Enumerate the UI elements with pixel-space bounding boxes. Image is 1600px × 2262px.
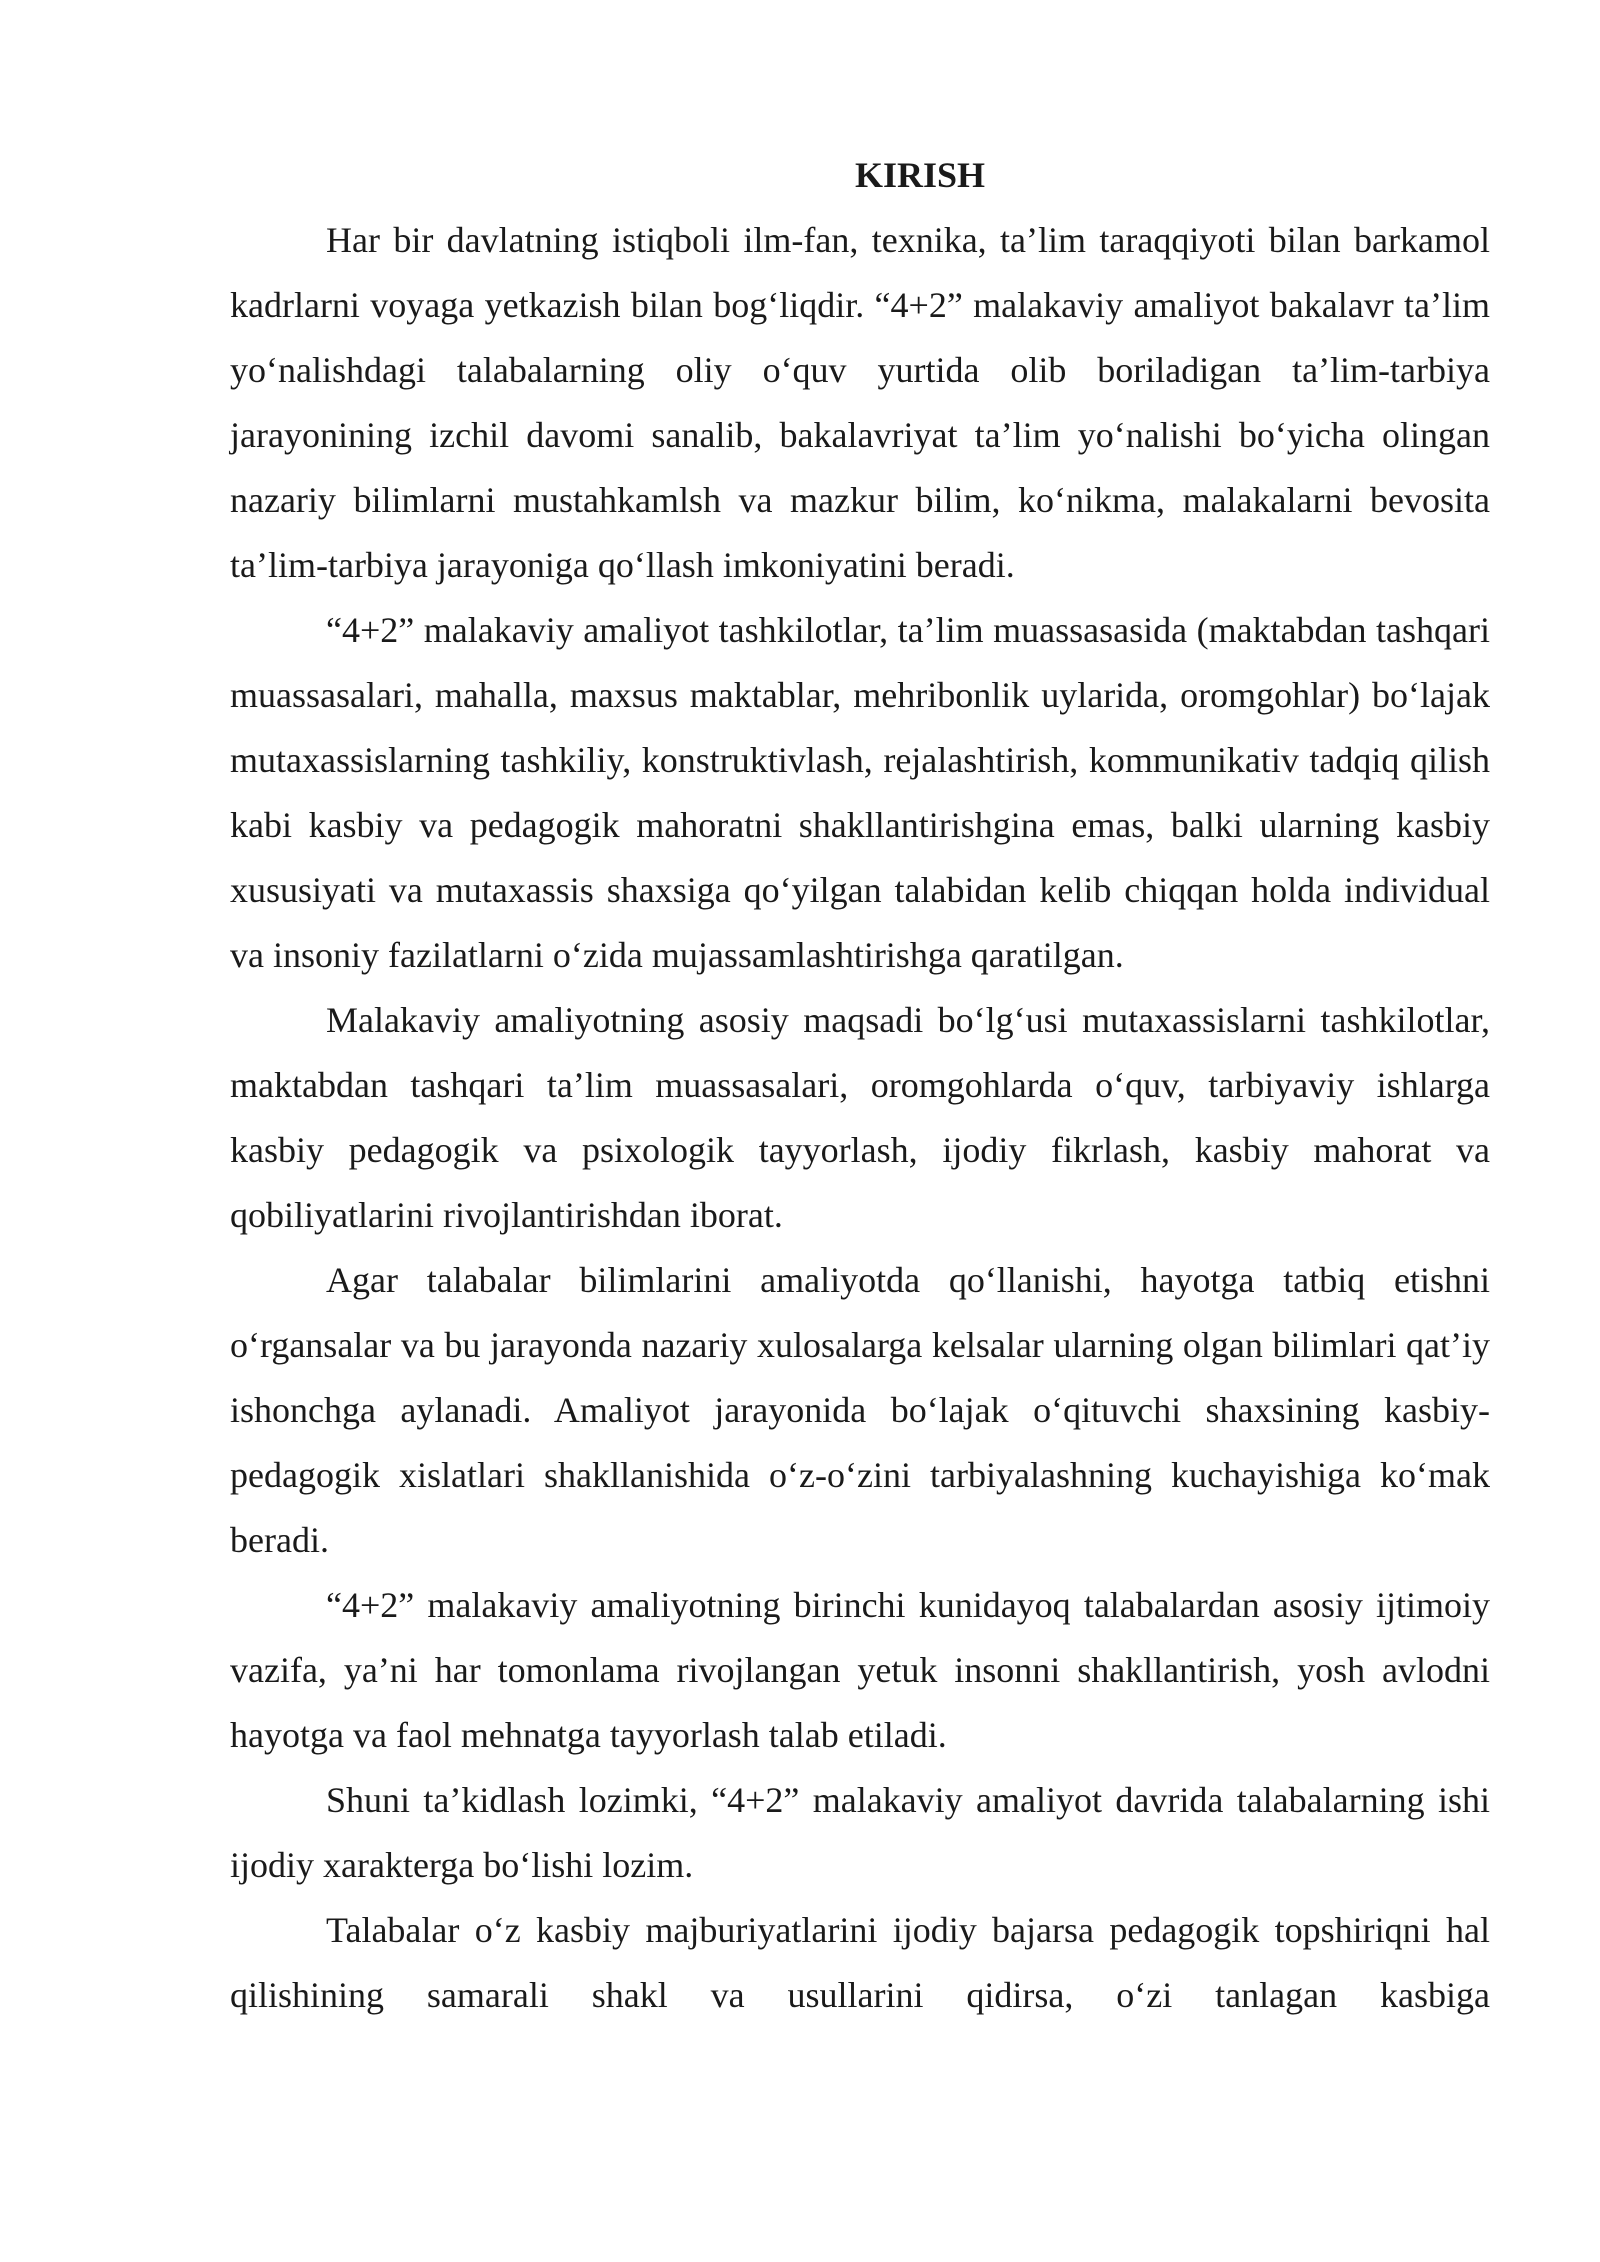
paragraph-1: Har bir davlatning istiqboli ilm-fan, texnika, ta’lim taraqqiyoti bilan barkamol kadrlarni voyaga yetkazish bilan bog‘liqdir. “4+2” malakaviy amaliyot bakalavr ta’lim yo‘nalishdagi talabalarning oliy o‘quv yurtida olib boriladigan ta’lim-tarbiya jarayonining izchil davomi sanalib, bakalavriyat ta’lim yo‘nalishi bo‘yicha olingan nazariy bilimlarni mustahkamlsh va mazkur bilim, ko‘nikma, malakalarni bevosita ta’lim-tarbiya jarayoniga qo‘llash imkoniyatini beradi. <box>230 220 1490 585</box>
paragraph-4: Agar talabalar bilimlarini amaliyotda qo‘llanishi, hayotga tatbiq etishni o‘rgansalar va bu jarayonda nazariy xulosalarga kelsalar ularning olgan bilimlari qat’iy ishonchga aylanadi. Amaliyot jarayonida bo‘lajak o‘qituvchi shaxsining kasbiy-pedagogik xislatlari shakllanishida o‘z-o‘zini tarbiyalashning kuchayishiga ko‘mak beradi. <box>230 1260 1490 1560</box>
paragraph-5: “4+2” malakaviy amaliyotning birinchi kunidayoq talabalardan asosiy ijtimoiy vazifa, ya’ni har tomonlama rivojlangan yetuk insonni shakllantirish, yosh avlodni hayotga va faol mehnatga tayyorlash talab etiladi. <box>230 1585 1490 1755</box>
paragraph-2: “4+2” malakaviy amaliyot tashkilotlar, ta’lim muassasasida (maktabdan tashqari muassasalari, mahalla, maxsus maktablar, mehribonlik uylarida, oromgohlar) bo‘lajak mutaxassislarning tashkiliy, konstruktivlash, rejalashtirish, kommunikativ tadqiq qilish kabi kasbiy va pedagogik mahoratni shakllantirishgina emas, balki ularning kasbiy xususiyati va mutaxassis shaxsiga qo‘yilgan talabidan kelib chiqqan holda individual va insoniy fazilatlarni o‘zida mujassamlashtirishga qaratilgan. <box>230 610 1490 975</box>
document-body <box>230 150 1490 2028</box>
paragraph-6: Shuni ta’kidlash lozimki, “4+2” malakaviy amaliyot davrida talabalarning ishi ijodiy xarakterga bo‘lishi lozim. <box>230 1780 1490 1885</box>
paragraph-7: Talabalar o‘z kasbiy majburiyatlarini ijodiy bajarsa pedagogik topshiriqni hal qilishining samarali shakl va usullarini qidirsa, o‘zi tanlagan kasbiga <box>230 1910 1490 2015</box>
paragraph-3: Malakaviy amaliyotning asosiy maqsadi bo‘lg‘usi mutaxassislarni tashkilotlar, maktabdan tashqari ta’lim muassasalari, oromgohlarda o‘quv, tarbiyaviy ishlarga kasbiy pedagogik va psixologik tayyorlash, ijodiy fikrlash, kasbiy mahorat va qobiliyatlarini rivojlantirishdan iborat. <box>230 1000 1490 1235</box>
page-title: KIRISH <box>854 155 986 195</box>
